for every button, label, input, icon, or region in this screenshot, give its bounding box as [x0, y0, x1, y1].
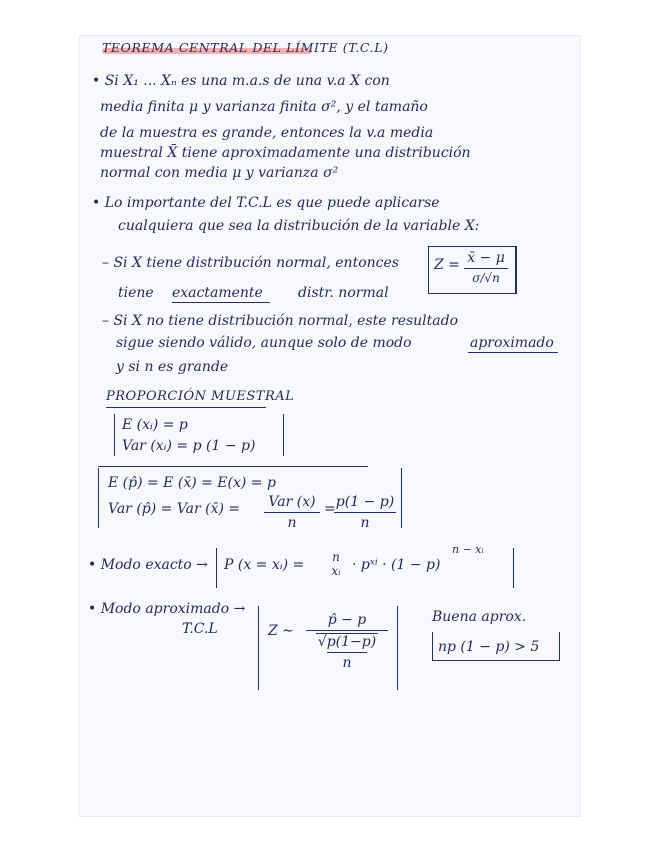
- exact-formula-pre: P (x = xᵢ) =: [224, 557, 305, 573]
- approx-fraction: [306, 612, 388, 671]
- box2-line-2-pre: Var (p̂) = Var (x̄) =: [108, 501, 241, 517]
- exact-formula-exponent: n − xᵢ: [452, 543, 484, 556]
- sqrt-symbol-icon: √: [317, 634, 327, 650]
- var-x-denominator: n: [287, 515, 297, 531]
- p-one-minus-p-denominator: n: [360, 515, 370, 531]
- good-approx-title: Buena aprox.: [432, 609, 527, 625]
- box1-line-1: E (xᵢ) = p: [122, 417, 188, 433]
- approx-lhs: Z ∼: [268, 623, 294, 639]
- binomial-bottom: xᵢ: [331, 564, 341, 578]
- intro-line-1: • Si X₁ ... Xₙ es una m.a.s de una v.a X con: [92, 73, 390, 89]
- case-normal-emphasis: exactamente: [172, 285, 263, 301]
- z-formula-lhs: Z =: [434, 257, 460, 273]
- sqrt-radicand: [316, 633, 378, 650]
- box2-line-1: E (p̂) = E (x̄) = E(x) = p: [108, 475, 276, 491]
- z-formula-denominator: σ/√n: [472, 271, 500, 285]
- box2-equals: =: [324, 501, 336, 517]
- proportion-heading-underline: [106, 407, 266, 408]
- aprox-underline: [468, 352, 558, 353]
- case-normal-line-2-pre: tiene: [118, 285, 154, 301]
- approx-numerator: p̂ − p: [327, 612, 367, 628]
- intro-line-4: muestral X̄ tiene aproximadamente una distribución: [100, 145, 471, 161]
- approx-mode-sublabel: T.C.L: [182, 621, 218, 637]
- var-x-over-n: [264, 494, 320, 531]
- important-line-2: cualquiera que sea la distribución de la variable X:: [118, 218, 480, 234]
- p-one-minus-p-numerator: p(1 − p): [335, 494, 395, 510]
- p-one-minus-p-over-n: [334, 494, 396, 531]
- binomial-top: n: [332, 550, 340, 564]
- fraction-bar: [264, 512, 320, 513]
- box1-line-2: Var (xᵢ) = p (1 − p): [122, 438, 256, 454]
- binomial-coefficient: [324, 550, 348, 578]
- approx-den-root: p(1−p): [326, 634, 377, 650]
- z-formula-numerator: x̄ − μ: [467, 250, 505, 266]
- notebook-page: [80, 36, 580, 816]
- emphasis-underline: [172, 302, 270, 303]
- important-line-1: • Lo importante del T.C.L es que puede aplicarse: [92, 195, 440, 211]
- proportion-heading: PROPORCIÓN MUESTRAL: [106, 389, 295, 404]
- approx-den-n: n: [342, 655, 352, 671]
- good-approx-condition: np (1 − p) > 5: [438, 639, 540, 655]
- approx-mode-label: • Modo aproximado →: [88, 601, 246, 617]
- intro-line-2: media finita μ y varianza finita σ², y el tamaño: [100, 99, 428, 115]
- box2-top-rule: [98, 466, 368, 467]
- page-title: TEOREMA CENTRAL DEL LÍMITE (T.C.L): [102, 40, 389, 55]
- case-normal-line-2-post: distr. normal: [298, 285, 389, 301]
- fraction-bar: [327, 652, 367, 653]
- case-normal-line-1: – Si X tiene distribución normal, entonces: [102, 255, 399, 271]
- case-not-normal-line-1: – Si X no tiene distribución normal, este resultado: [102, 313, 459, 329]
- exact-mode-label: • Modo exacto →: [88, 557, 208, 573]
- z-formula-fraction: [464, 250, 508, 285]
- fraction-bar: [306, 630, 388, 631]
- fraction-bar: [334, 512, 396, 513]
- var-x-numerator: Var (x): [268, 494, 316, 510]
- case-not-normal-line-3: y si n es grande: [116, 359, 229, 375]
- exact-formula-post: · pˣⁱ · (1 − p): [352, 557, 441, 573]
- fraction-bar: [464, 268, 508, 269]
- approx-denominator: [316, 633, 378, 671]
- intro-line-3: de la muestra es grande, entonces la v.a media: [100, 125, 434, 141]
- intro-line-5: normal con media μ y varianza σ²: [100, 165, 339, 181]
- case-not-normal-emphasis: aproximado: [470, 335, 554, 351]
- case-not-normal-line-2-pre: sigue siendo válido, aunque solo de modo: [116, 335, 412, 351]
